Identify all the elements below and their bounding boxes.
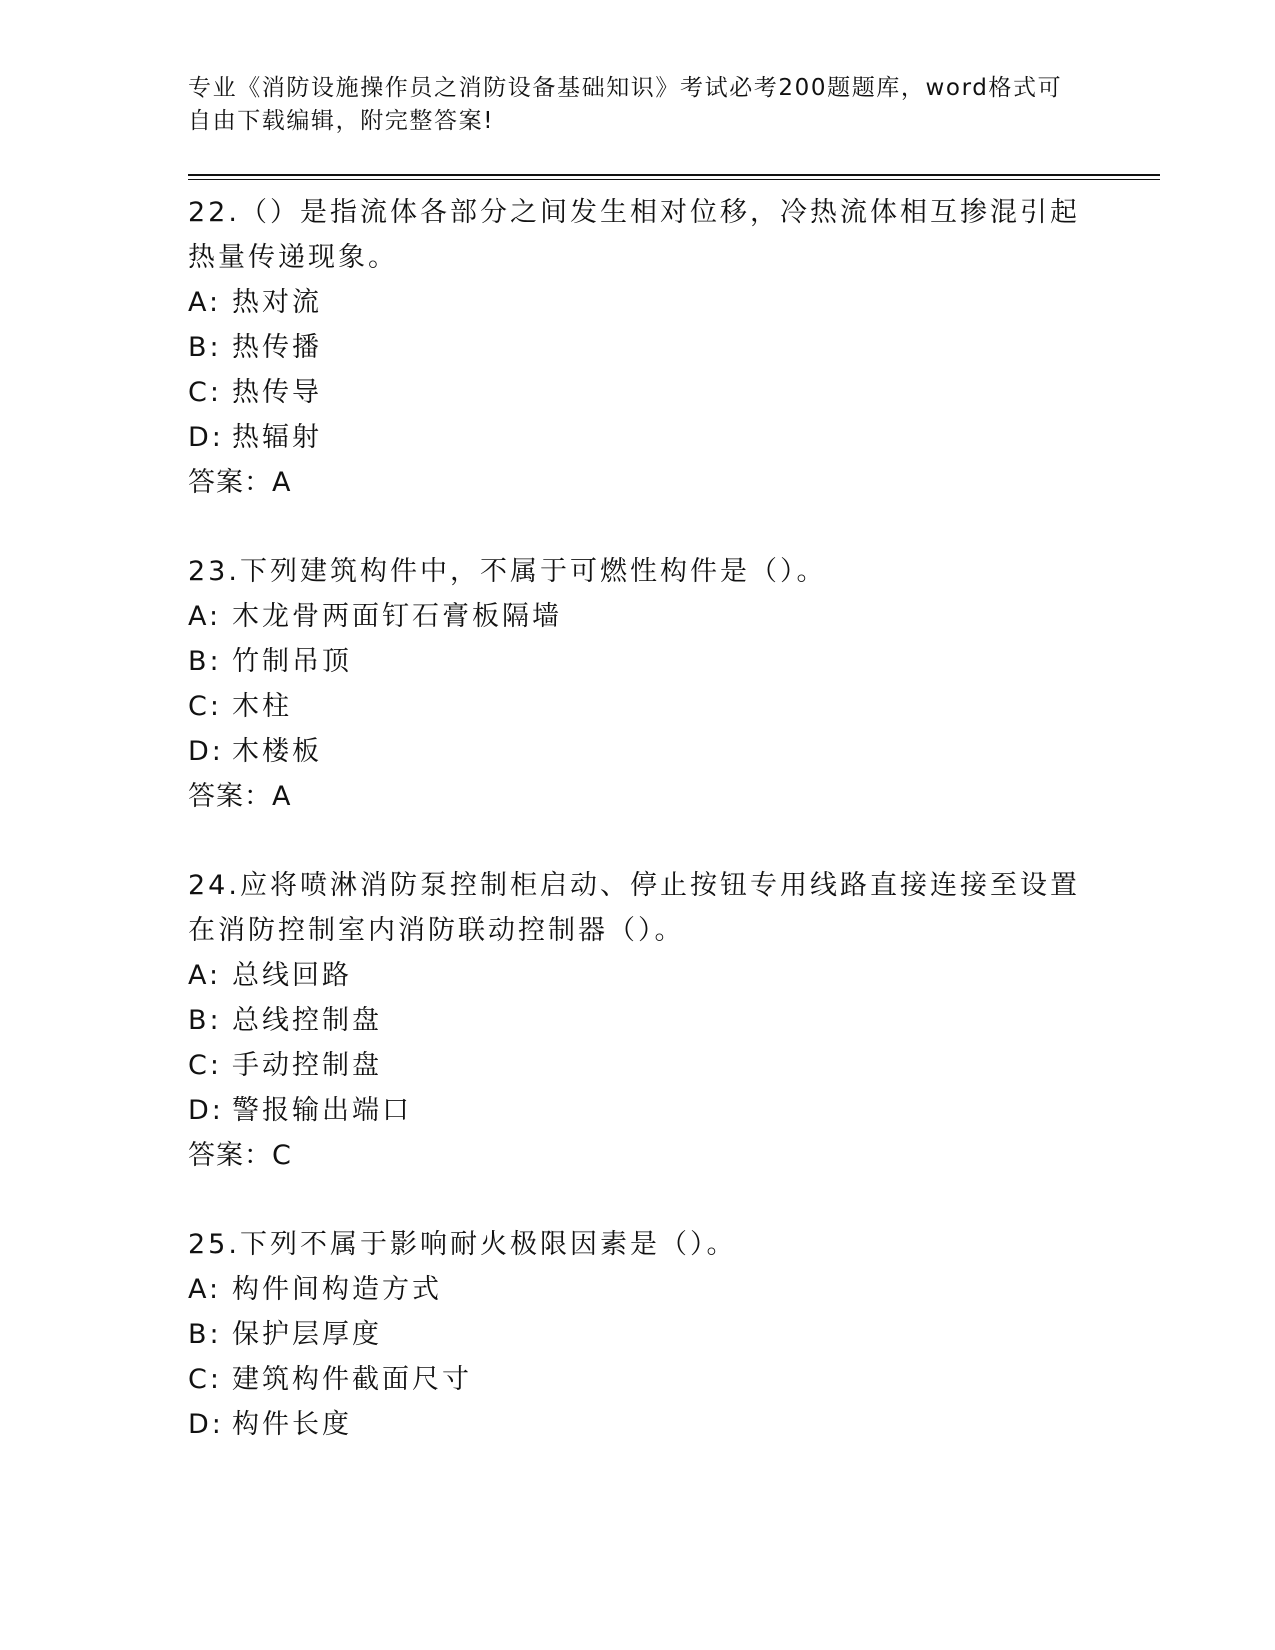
double-rule-divider [188, 174, 1160, 180]
option-key: B: [188, 1319, 222, 1350]
option-key: C: [188, 377, 222, 408]
option-text: 热传播 [232, 332, 322, 363]
option-key: D: [188, 1095, 224, 1126]
question-list [188, 190, 1160, 1447]
question-stem: 24.应将喷淋消防泵控制柜启动、停止按钮专用线路直接连接至设置在消防控制室内消防联动控制器（）。 [188, 870, 1080, 946]
option-b [188, 639, 1160, 684]
option-key: B: [188, 1005, 222, 1036]
option-text: 构件间构造方式 [232, 1274, 442, 1305]
option-b [188, 1312, 1160, 1357]
option-key: D: [188, 1409, 224, 1440]
option-text: 警报输出端口 [232, 1095, 412, 1126]
option-text: 保护层厚度 [232, 1319, 382, 1350]
option-b [188, 998, 1160, 1043]
answer-line: 答案：C [188, 1140, 292, 1171]
option-text: 构件长度 [232, 1409, 352, 1440]
option-text: 总线回路 [232, 960, 352, 991]
option-key: A: [188, 287, 222, 318]
option-c [188, 684, 1160, 729]
option-text: 热传导 [232, 377, 322, 408]
option-text: 木柱 [232, 691, 292, 722]
option-key: A: [188, 1274, 222, 1305]
option-text: 木楼板 [232, 736, 322, 767]
option-text: 手动控制盘 [232, 1050, 382, 1081]
answer-line: 答案：A [188, 781, 292, 812]
option-b [188, 325, 1160, 370]
question-22 [188, 190, 1160, 505]
option-text: 总线控制盘 [232, 1005, 382, 1036]
option-a [188, 594, 1160, 639]
option-key: B: [188, 332, 222, 363]
document-intro: 专业《消防设施操作员之消防设备基础知识》考试必考200题题库，word格式可自由下载编辑，附完整答案! [188, 75, 1063, 134]
option-text: 竹制吊顶 [232, 646, 352, 677]
question-25 [188, 1222, 1160, 1447]
option-d [188, 415, 1160, 460]
option-text: 热辐射 [232, 422, 322, 453]
option-a [188, 280, 1160, 325]
option-key: D: [188, 422, 224, 453]
option-key: C: [188, 691, 222, 722]
question-stem: 22.（）是指流体各部分之间发生相对位移，冷热流体相互掺混引起热量传递现象。 [188, 197, 1080, 273]
question-stem: 23.下列建筑构件中，不属于可燃性构件是（）。 [188, 556, 827, 587]
document-page [188, 72, 1160, 1491]
option-key: A: [188, 960, 222, 991]
question-stem: 25.下列不属于影响耐火极限因素是（）。 [188, 1229, 737, 1260]
option-key: C: [188, 1050, 222, 1081]
answer-line: 答案：A [188, 467, 292, 498]
option-key: A: [188, 601, 222, 632]
question-23 [188, 549, 1160, 819]
option-c [188, 370, 1160, 415]
question-24 [188, 863, 1160, 1178]
option-text: 热对流 [232, 287, 322, 318]
option-text: 木龙骨两面钉石膏板隔墙 [232, 601, 562, 632]
option-key: D: [188, 736, 224, 767]
option-text: 建筑构件截面尺寸 [232, 1364, 472, 1395]
option-a [188, 1267, 1160, 1312]
option-key: C: [188, 1364, 222, 1395]
option-d [188, 1088, 1160, 1133]
option-d [188, 729, 1160, 774]
option-c [188, 1357, 1160, 1402]
option-a [188, 953, 1160, 998]
option-d [188, 1402, 1160, 1447]
option-c [188, 1043, 1160, 1088]
option-key: B: [188, 646, 222, 677]
